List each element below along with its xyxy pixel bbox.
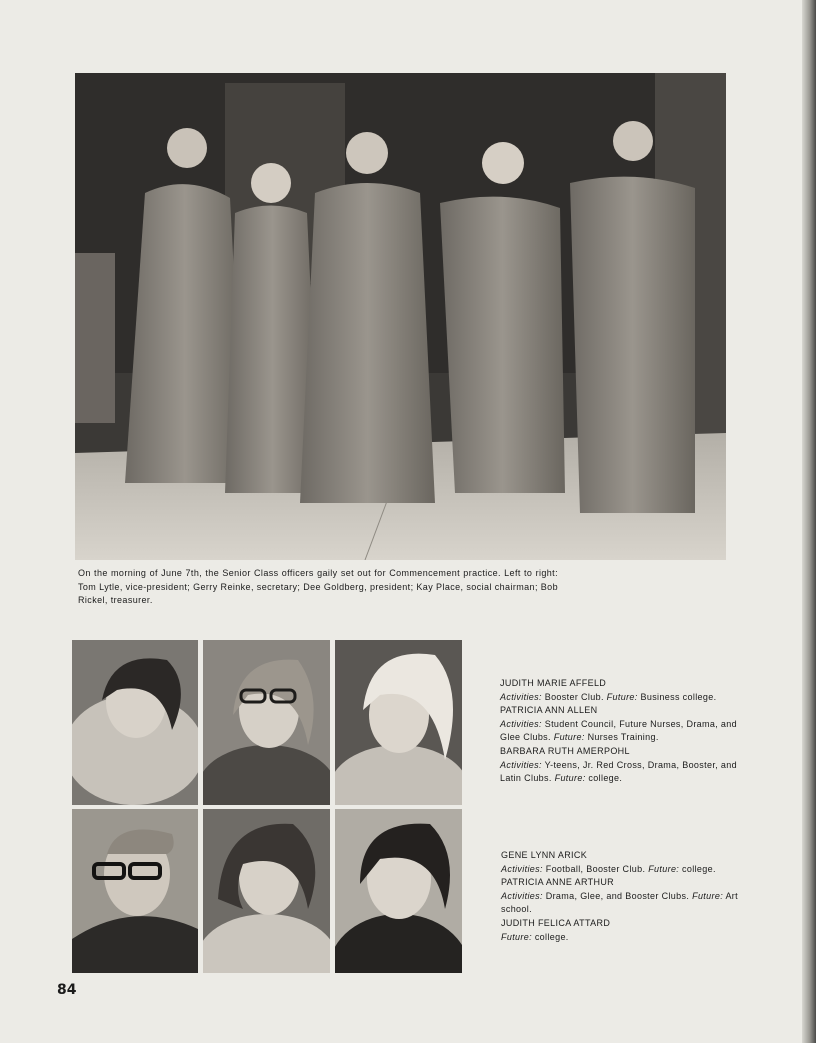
senior-officers-photo — [75, 73, 726, 560]
activities-label: Activities: — [501, 890, 543, 901]
portrait-patricia-arthur — [203, 809, 330, 973]
portrait-judith-affeld — [72, 640, 198, 805]
portrait-judith-attard — [335, 809, 462, 973]
future-text: Business college. — [640, 691, 717, 702]
future-label: Future: — [606, 691, 638, 702]
portrait-art — [335, 809, 462, 973]
future-label: Future: — [501, 931, 532, 942]
student-details — [501, 890, 738, 917]
student-name: JUDITH FELICA ATTARD — [501, 917, 611, 928]
portrait-art — [203, 809, 330, 973]
student-details — [500, 759, 737, 786]
student-name: PATRICIA ANN ALLEN — [500, 705, 598, 716]
student-details — [501, 931, 738, 945]
student-name: PATRICIA ANNE ARTHUR — [501, 877, 615, 888]
student-details — [501, 863, 738, 877]
portrait-barbara-amerpohl — [335, 640, 462, 805]
future-label: Future: — [648, 863, 680, 874]
portrait-art — [203, 640, 330, 805]
activities-label: Activities: — [500, 691, 542, 702]
activities-text: Football, Booster Club. — [545, 863, 646, 874]
student-details — [500, 718, 737, 745]
photo-caption: On the morning of June 7th, the Senior Class officers gaily set out for Commencement practice. Left to right: Tom Lytle, vice-president; Gerry Reinke, secretary; Dee Goldberg, president; Kay Place, social chairman; Bob Rickel, treasurer. — [78, 568, 558, 605]
activities-text: Drama, Glee, and Booster Clubs. — [545, 890, 690, 901]
bio-block-bottom — [501, 849, 738, 944]
portrait-art — [335, 640, 462, 805]
activities-text: Booster Club. — [544, 691, 604, 702]
bio-block-top — [500, 677, 737, 786]
future-text: Nurses Training. — [587, 732, 659, 743]
activities-label: Activities: — [501, 863, 543, 874]
activities-label: Activities: — [500, 759, 542, 770]
portrait-patricia-allen — [203, 640, 330, 805]
page-edge — [802, 0, 816, 1043]
future-label: Future: — [553, 732, 585, 743]
student-details — [500, 691, 737, 705]
future-text: college. — [682, 863, 716, 874]
student-name: JUDITH MARIE AFFELD — [500, 678, 607, 688]
page-number: 84 — [57, 982, 77, 998]
future-label: Future: — [554, 773, 586, 784]
portrait-art — [72, 809, 198, 973]
activities-label: Activities: — [500, 718, 542, 729]
future-text: Art school. — [501, 890, 738, 915]
activities-text: Student Council, Future Nurses, Drama, and Glee Clubs. — [500, 718, 738, 743]
senior-officers-photo-art — [75, 73, 726, 560]
portrait-gene-arick — [72, 809, 198, 973]
future-text: college. — [534, 931, 569, 942]
portrait-art — [72, 640, 198, 805]
future-label: Future: — [692, 890, 724, 901]
activities-text: Y-teens, Jr. Red Cross, Drama, Booster, and Latin Clubs. — [500, 759, 737, 784]
student-name: BARBARA RUTH AMERPOHL — [500, 745, 630, 756]
future-text: college. — [588, 773, 623, 784]
student-name: GENE LYNN ARICK — [501, 850, 588, 860]
